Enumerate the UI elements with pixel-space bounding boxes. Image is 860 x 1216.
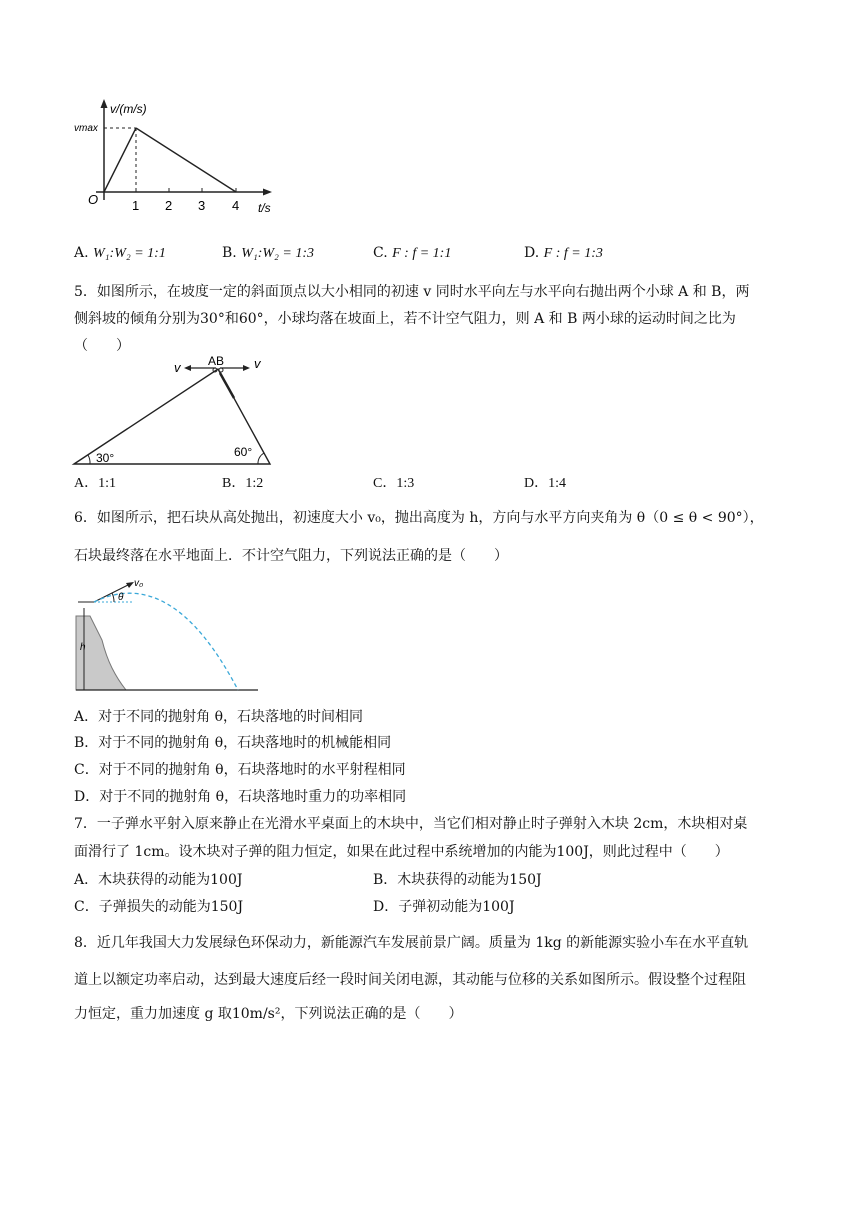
q7-option-a: A．木块获得的动能为100J (74, 872, 243, 888)
q8-text-line-2: 道上以额定功率启动，达到最大速度后经一段时间关闭电源，其动能与位移的关系如图所示。假设整个过程阻 (74, 972, 746, 988)
label-theta: θ (118, 592, 124, 603)
x-tick-label-3: 3 (198, 198, 206, 213)
q6-option-b: B．对于不同的抛射角 θ，石块落地时的机械能相同 (74, 735, 392, 751)
label-v0: v₀ (134, 578, 144, 589)
label-ab: AB (208, 354, 225, 368)
q6-text-line-2: 石块最终落在水平地面上．不计空气阻力，下列说法正确的是（ ） (74, 548, 508, 564)
q5-option-a: A．1:1 (74, 476, 117, 491)
y-axis-arrow (101, 99, 108, 108)
x-axis-label: t/s (258, 201, 271, 215)
origin-label: O (88, 192, 99, 207)
q5-text-line-2: 侧斜坡的倾角分别为30°和60°，小球均落在坡面上，若不计空气阻力，则 A 和 B 两小球的运动时间之比为 (74, 311, 736, 327)
label-h: h (80, 642, 86, 653)
projectile-cliff-figure (72, 576, 262, 694)
q6-option-d: D．对于不同的抛射角 θ，石块落地时重力的功率相同 (74, 789, 407, 805)
deceleration-segment (136, 128, 236, 192)
q5-option-b: B．1:2 (222, 476, 264, 491)
y-axis-label: v/(m/s) (110, 102, 147, 116)
label-v-right: v (254, 356, 261, 371)
x-tick-label-2: 2 (165, 198, 173, 213)
label-angle-60: 60° (234, 445, 253, 459)
q5-option-c: C．1:3 (373, 476, 415, 491)
q4-option-b: B. W₁:W₂ = 1:3 (222, 245, 315, 261)
velocity-time-graph (74, 96, 294, 222)
x-tick-label-1: 1 (132, 198, 140, 213)
q4-option-a: A. W₁:W₂ = 1:1 (74, 245, 166, 261)
q8-text-line-1: 8．近几年我国大力发展绿色环保动力，新能源汽车发展前景广阔。质量为 1kg 的新能源实验小车在水平直轨 (74, 935, 749, 951)
q6-text-line-1: 6．如图所示，把石块从高处抛出，初速度大小 v₀，抛出高度为 h，方向与水平方向夹角为 θ（0 ≤ θ < 90°）， (74, 510, 764, 526)
q5-text-line-3: （ ） (74, 338, 130, 354)
x-tick-label-4: 4 (232, 198, 240, 213)
q7-option-d: D．子弹初动能为100J (373, 899, 515, 915)
right-slope-trajectory (220, 373, 234, 398)
velocity-arrowhead-left (184, 365, 191, 371)
q7-option-b: B．木块获得的动能为150J (373, 872, 542, 888)
q5-text-line-1: 5．如图所示，在坡度一定的斜面顶点以大小相同的初速 v 同时水平向左与水平向右抛出两个小球 A 和 B，两 (74, 284, 750, 300)
label-v-left: v (174, 360, 181, 375)
label-angle-30: 30° (96, 451, 115, 465)
inclined-slopes-figure (70, 354, 280, 470)
q5-option-d: D．1:4 (524, 476, 567, 491)
vmax-label: vmax (74, 123, 98, 134)
q6-option-c: C．对于不同的抛射角 θ，石块落地时的水平射程相同 (74, 762, 406, 778)
q6-option-a: A．对于不同的抛射角 θ，石块落地的时间相同 (74, 709, 364, 725)
ball-b (219, 368, 223, 372)
q7-text-line-2: 面滑行了 1cm。设木块对子弹的阻力恒定，如果在此过程中系统增加的内能为100J，则此过程中（ ） (74, 844, 729, 860)
q7-text-line-1: 7．一子弹水平射入原来静止在光滑水平桌面上的木块中，当它们相对静止时子弹射入木块 2cm，木块相对桌 (74, 816, 748, 832)
q4-option-d: D. F : f = 1:3 (524, 245, 603, 261)
q7-option-c: C．子弹损失的动能为150J (74, 899, 244, 915)
velocity-arrowhead-right (243, 365, 250, 371)
angle-arc-left (88, 455, 90, 464)
q4-option-c: C. F : f = 1:1 (373, 245, 452, 261)
x-axis-arrow (263, 189, 272, 196)
acceleration-segment (104, 128, 136, 192)
q8-text-line-3: 力恒定，重力加速度 g 取10m/s²，下列说法正确的是（ ） (74, 1006, 463, 1022)
angle-arc-right (258, 453, 264, 464)
